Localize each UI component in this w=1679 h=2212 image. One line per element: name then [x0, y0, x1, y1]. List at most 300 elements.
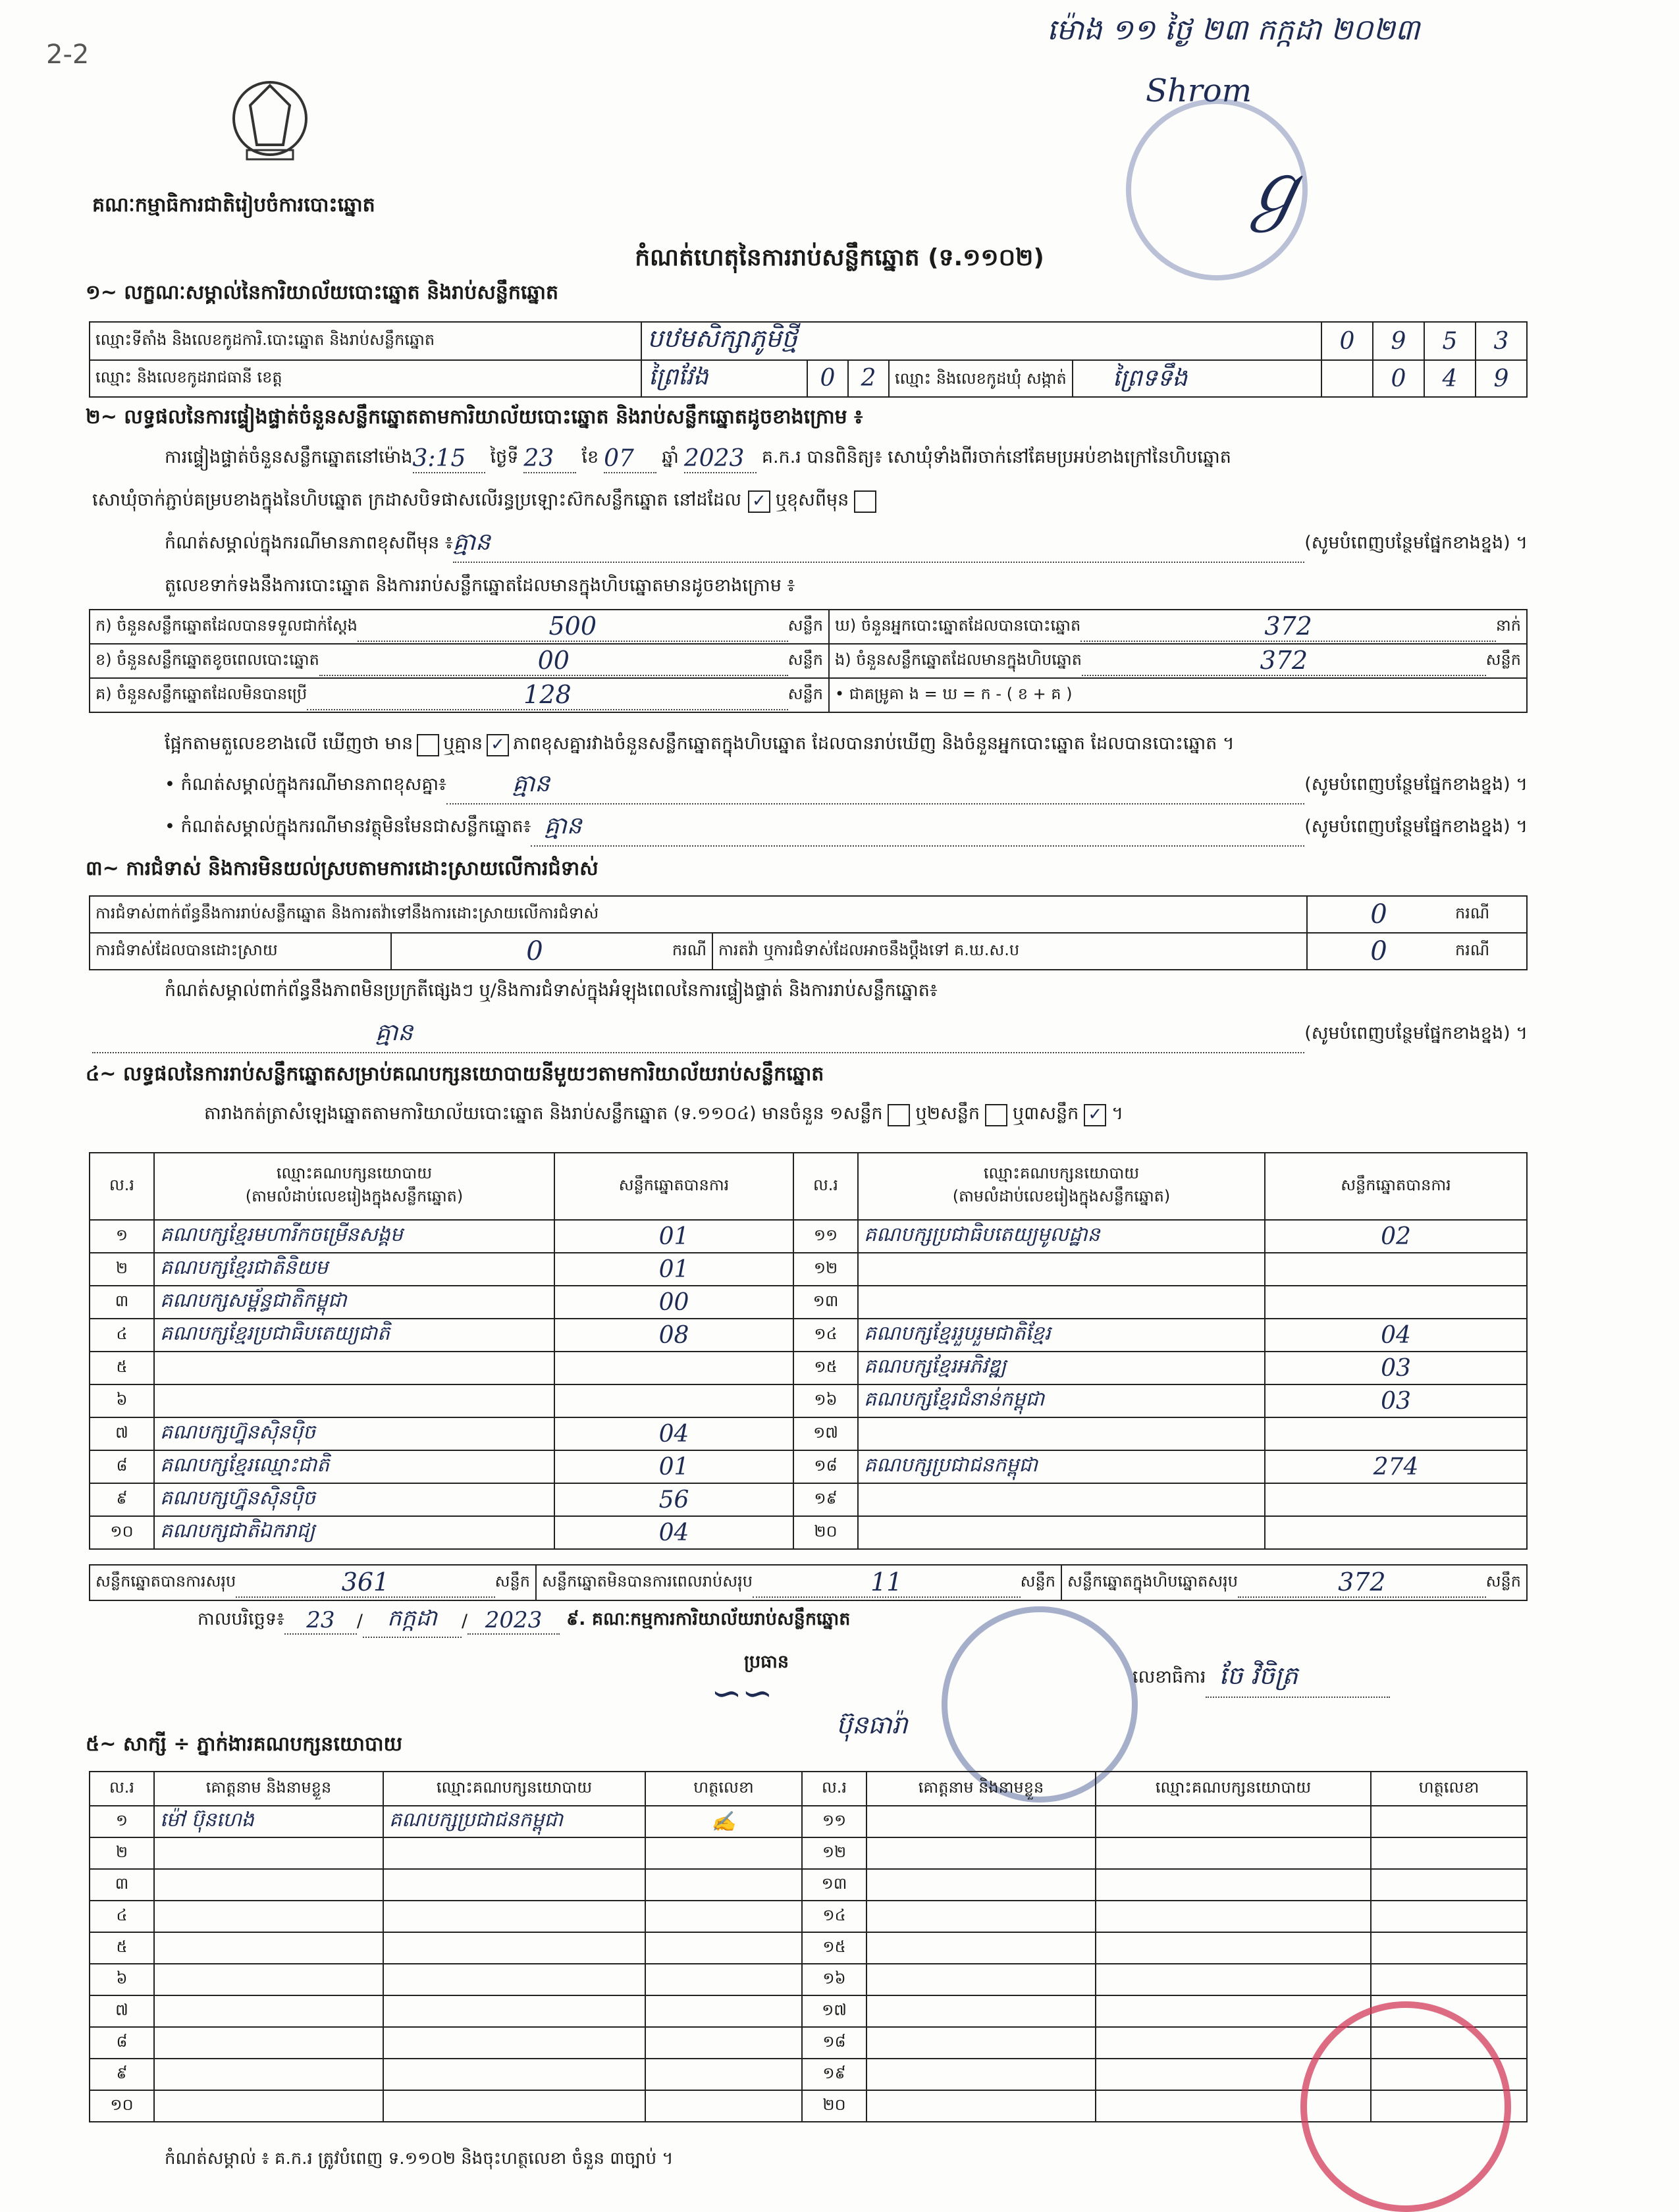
results-no: ១ [90, 1220, 154, 1253]
row-kha [90, 644, 829, 678]
total-invalid-value: 11 [753, 1567, 1021, 1598]
w-name [154, 1964, 383, 1995]
w-sign [1371, 1869, 1527, 1901]
w-no: ១២ [802, 1837, 866, 1869]
footer-note: កំណត់សម្គាល់ ៖ គ.ក.រ ត្រូវបំពេញ ទ.១១០២ និងចុះហត្ថលេខា ចំនួន ៣ច្បាប់ ។ [165, 2149, 674, 2169]
w-name [866, 1932, 1096, 1964]
w-name [866, 1964, 1096, 1995]
table-row [90, 1516, 1527, 1549]
total-valid-unit: សន្លឹក [494, 1571, 530, 1591]
w-no: ៧ [90, 1995, 154, 2027]
committee-label: ៩. គណៈកម្មការការិយាល័យរាប់សន្លឹកឆ្នោត [566, 1608, 851, 1629]
w-sign [645, 2090, 802, 2122]
row-gho-label: ឃ) ចំនួនអ្នកបោះឆ្នោតដែលបានបោះឆ្នោត [835, 616, 1081, 635]
note-value: គ្មាន [453, 527, 1304, 563]
s1-row2-code-0: 0 [807, 361, 847, 396]
results-party: គណបក្សហ្វ៊ុនស៊ិនប៉ិច [154, 1417, 554, 1450]
w-col-name-right: គោត្តនាម និងនាមខ្លួន [866, 1772, 1096, 1806]
president-signature: ∽∽ [711, 1672, 773, 1715]
w-col-sign-right: ហត្ថលេខា [1371, 1772, 1527, 1806]
table-row [90, 2027, 1527, 2059]
row-gho-value: 372 [1080, 612, 1496, 642]
w-sign [645, 1869, 802, 1901]
w-name [866, 1901, 1096, 1932]
w-name [154, 2027, 383, 2059]
total-box-unit: សន្លឹក [1485, 1571, 1521, 1591]
secretary-label: លេខាធិការ [1133, 1666, 1206, 1687]
w-party [1096, 1901, 1371, 1932]
w-party [1096, 1837, 1371, 1869]
corner-mark: 2-2 [46, 40, 90, 70]
results-party: គណបក្សខ្មែរមហារីកចម្រើនសង្គម [154, 1220, 554, 1253]
results-col-no-right: ល.រ [793, 1153, 858, 1220]
results-votes: 04 [554, 1516, 793, 1549]
results-col-party-left-sub: (តាមលំដាប់លេខរៀងក្នុងសន្លឹកឆ្នោត) [245, 1187, 464, 1205]
obj-row1-value: 0 [1307, 896, 1450, 933]
w-party [1096, 1964, 1371, 1995]
counts-table [89, 609, 1528, 713]
w-sign [1371, 1964, 1527, 1995]
w-party [383, 2059, 645, 2090]
results-no: ៥ [90, 1352, 154, 1384]
table-row [90, 1901, 1527, 1932]
s1-row2-value: ព្រៃវែង [649, 363, 708, 390]
w-name [154, 1869, 383, 1901]
row-ka-unit: សន្លឹក [787, 616, 823, 635]
results-col-party-left-title: ឈ្មោះគណបក្សនយោបាយ [276, 1164, 433, 1182]
s1-row1-label: ឈ្មោះទីតាំង និងលេខកូដការិ.បោះឆ្នោត និងរាប់សន្លឹកឆ្នោត [90, 322, 641, 360]
verify-month-label: ខែ [581, 446, 599, 467]
s1-row2b-code-1: 4 [1424, 360, 1476, 397]
results-no: ១៨ [793, 1450, 858, 1483]
results-no: ២ [90, 1253, 154, 1286]
total-box-value: 372 [1238, 1567, 1486, 1598]
w-name [154, 1837, 383, 1869]
results-col-party-right-sub: (តាមលំដាប់លេខរៀងក្នុងសន្លឹកឆ្នោត) [952, 1187, 1171, 1205]
w-sign [645, 1901, 802, 1932]
results-col-party-right-title: ឈ្មោះគណបក្សនយោបាយ [983, 1164, 1140, 1182]
table-row [90, 1253, 1527, 1286]
s1-row1-code-2: 5 [1424, 322, 1476, 360]
w-no: ៣ [90, 1869, 154, 1901]
table-row [90, 1352, 1527, 1384]
row-ngo-unit: សន្លឹក [1485, 650, 1521, 669]
row-ngo [829, 644, 1527, 678]
results-party: គណបក្សខ្មែរជំនាន់កម្ពុជា [858, 1384, 1265, 1417]
w-no: ១៦ [802, 1964, 866, 1995]
w-no: ១០ [90, 2090, 154, 2122]
results-no: ១៩ [793, 1483, 858, 1516]
w-name [154, 2090, 383, 2122]
results-party: គណបក្សខ្មែររួបរួមជាតិខ្មែរ [858, 1319, 1265, 1352]
results-no: ១៥ [793, 1352, 858, 1384]
w-sign [1371, 1932, 1527, 1964]
w-sign [645, 1932, 802, 1964]
s1-row2-code-1: 2 [847, 361, 888, 396]
verify-line-2 [92, 487, 876, 516]
w-name [154, 2059, 383, 2090]
results-votes [1265, 1417, 1527, 1450]
w-sign [645, 1964, 802, 1995]
obj-note-line-2 [92, 1020, 1528, 1049]
w-col-party-right: ឈ្មោះគណបក្សនយោបាយ [1096, 1772, 1371, 1806]
w-col-no-left: ល.រ [90, 1772, 154, 1806]
w-col-name-left: គោត្តនាម និងនាមខ្លួន [154, 1772, 383, 1806]
w-no: ១៩ [802, 2059, 866, 2090]
diff-note-value: គ្មាន [446, 768, 1304, 804]
verify-month: 07 [604, 445, 656, 473]
obj-row2b-unit: ករណី [1450, 933, 1527, 970]
table-row [90, 1450, 1527, 1483]
obj-row1-unit: ករណី [1450, 896, 1527, 933]
secretary-name: ចែ វិចិត្រ [1206, 1660, 1390, 1698]
w-col-sign-left: ហត្ថលេខា [645, 1772, 802, 1806]
results-votes: 274 [1265, 1450, 1527, 1483]
w-no: ៥ [90, 1932, 154, 1964]
diff-line [165, 731, 1235, 760]
w-name [154, 1901, 383, 1932]
s1-row1-code-1: 9 [1373, 322, 1424, 360]
row-ko [90, 678, 829, 712]
obj-row2b-value: 0 [1307, 933, 1450, 970]
w-sign [1371, 1806, 1527, 1837]
w-party [1096, 1932, 1371, 1964]
w-sign [1371, 1901, 1527, 1932]
total-valid-value: 361 [236, 1567, 494, 1598]
row-ka-value: 500 [358, 612, 788, 642]
w-sign [1371, 1837, 1527, 1869]
total-box-label: សន្លឹកឆ្នោតក្នុងហិបឆ្នោតសរុប [1067, 1571, 1238, 1591]
w-party: គណបក្សប្រជាជនកម្ពុជា [383, 1806, 645, 1837]
date-sep-2: / [461, 1610, 468, 1631]
fake-note-label: • កំណត់សម្គាល់ក្នុងករណីមានវត្ថុមិនមែនជាសន្លឹកឆ្នោត៖ [165, 816, 531, 837]
date-sep-1: / [356, 1610, 363, 1631]
w-party [383, 1901, 645, 1932]
w-name [154, 1932, 383, 1964]
total-invalid-unit: សន្លឹក [1020, 1571, 1055, 1591]
w-party [383, 2090, 645, 2122]
results-votes: 08 [554, 1319, 793, 1352]
table-row [90, 1995, 1527, 2027]
w-sign [645, 1995, 802, 2027]
results-votes [1265, 1253, 1527, 1286]
w-party [383, 2027, 645, 2059]
row-ko-label: គ) ចំនួនសន្លឹកឆ្នោតដែលមិនបានប្រើ [95, 684, 307, 703]
s1-empty [1321, 360, 1373, 397]
sheets-opt2: ឬ២សន្លឹក [915, 1103, 980, 1124]
table-row [90, 1806, 1527, 1837]
w-no: ១១ [802, 1806, 866, 1837]
diff-no-checkbox[interactable]: ✓ [487, 734, 509, 756]
sheets-text: តារាងកត់ត្រាសំឡេងឆ្នោតតាមការិយាល័យបោះឆ្នោត និងរាប់សន្លឹកឆ្នោត (ទ.១១០៤) មានចំនួន ១សន្លឹក [204, 1103, 883, 1124]
date-day: 23 [284, 1607, 357, 1635]
row-ka [90, 610, 829, 644]
results-party [154, 1384, 554, 1417]
w-no: ២០ [802, 2090, 866, 2122]
top-signature-name: Shrom [1146, 72, 1252, 109]
diff-text1: ផ្អែកតាមតួលេខខាងលើ ឃើញថា មាន [165, 733, 413, 754]
obj-row1-label: ការជំទាស់ពាក់ព័ន្ធនឹងការរាប់សន្លឹកឆ្នោត និងការតវ៉ាទៅនឹងការដោះស្រាយលើការជំទាស់ [90, 896, 1307, 933]
total-valid-cell [90, 1565, 536, 1600]
official-stamp-bottom [1300, 2001, 1511, 2212]
s1-row2b-code-2: 9 [1476, 360, 1527, 397]
results-party [154, 1352, 554, 1384]
w-party [1096, 1869, 1371, 1901]
results-party [858, 1417, 1265, 1450]
row-ngo-label: ង) ចំនួនសន្លឹកឆ្នោតដែលមានក្នុងហិបឆ្នោត [835, 650, 1082, 669]
top-note: ម៉ោង ១១ ថ្ងៃ ២៣ កក្កដា ២០២៣ [1047, 13, 1420, 47]
w-no: ១៧ [802, 1995, 866, 2027]
results-votes: 01 [554, 1253, 793, 1286]
total-valid-label: សន្លឹកឆ្នោតបានការសរុប [95, 1571, 236, 1591]
formula: • ជាគម្រូគា ង = ឃ = ក - ( ខ + គ ) [829, 678, 1527, 712]
w-no: ៨ [90, 2027, 154, 2059]
results-votes: 03 [1265, 1352, 1527, 1384]
row-kha-label: ខ) ចំនួនសន្លឹកឆ្នោតខូចពេលបោះឆ្នោត [95, 650, 319, 669]
results-no: ១៦ [793, 1384, 858, 1417]
results-party: គណបក្សសម្ព័ន្ធជាតិកម្ពុជា [154, 1286, 554, 1319]
same-checkbox[interactable]: ✓ [748, 490, 770, 513]
results-party: គណបក្សខ្មែរជាតិនិយម [154, 1253, 554, 1286]
results-votes: 04 [1265, 1319, 1527, 1352]
results-col-party-right [858, 1153, 1265, 1220]
section4-heading: ៤~ លទ្ធផលនៃការរាប់សន្លឹកឆ្នោតសម្រាប់គណបក្សនយោបាយនីមួយៗតាមការិយាល័យរាប់សន្លឹកឆ្នោត [86, 1063, 824, 1086]
obj-row2-unit: ករណី [672, 940, 706, 959]
w-party [383, 1869, 645, 1901]
obj-note-line [165, 978, 938, 1007]
total-invalid-label: សន្លឹកឆ្នោតមិនបានការពេលរាប់សរុប [542, 1571, 753, 1591]
results-no: ៨ [90, 1450, 154, 1483]
w-no: ១៨ [802, 2027, 866, 2059]
results-votes [554, 1384, 793, 1417]
table-row [90, 1964, 1527, 1995]
w-sign [645, 2027, 802, 2059]
section1-heading: ១~ លក្ខណៈសម្គាល់នៃការិយាល័យបោះឆ្នោត និងរាប់សន្លឹកឆ្នោត [86, 281, 559, 304]
diff-fill-hint: (សូមបំពេញបន្ថែមផ្នែកខាងខ្នង) ។ [1304, 774, 1528, 795]
w-name [866, 2090, 1096, 2122]
w-col-no-right: ល.រ [802, 1772, 866, 1806]
w-no: ៤ [90, 1901, 154, 1932]
totals-table [89, 1564, 1528, 1601]
diff-yes-checkbox[interactable] [417, 734, 439, 756]
w-name [866, 1995, 1096, 2027]
table-row [90, 1384, 1527, 1417]
w-no: ៦ [90, 1964, 154, 1995]
w-no: ១ [90, 1806, 154, 1837]
w-no: ១៣ [802, 1869, 866, 1901]
results-col-votes-left: សន្លឹកឆ្នោតបានការ [554, 1153, 793, 1220]
w-sign [645, 2059, 802, 2090]
results-no: ៩ [90, 1483, 154, 1516]
verify-text3: សោឃុំចាក់ភ្ជាប់គម្របខាងក្នុងនៃហិបឆ្នោត ក្រដាសបិទផាសលើរន្ធប្រឡោះស៊កសន្លឹកឆ្នោត នៅដដែល [92, 489, 741, 510]
committee-name: គណៈកម្មាធិការជាតិរៀបចំការបោះឆ្នោត [92, 194, 375, 217]
results-col-no-left: ល.រ [90, 1153, 154, 1220]
results-no: ៣ [90, 1286, 154, 1319]
w-no: ១៤ [802, 1901, 866, 1932]
row-kha-unit: សន្លឹក [787, 650, 823, 669]
results-votes [1265, 1483, 1527, 1516]
row-gho-unit: នាក់ [1495, 616, 1521, 635]
objection-table [89, 895, 1528, 970]
s1-row1-value: បឋមសិក្សាភូមិថ្មី [641, 322, 1321, 360]
table-row [90, 1483, 1527, 1516]
s1-row2-label: ឈ្មោះ និងលេខកូដរាជធានី ខេត្ត [90, 360, 641, 397]
results-table [89, 1152, 1528, 1550]
date-label: កាលបរិច្ឆេទ៖ [198, 1608, 284, 1629]
results-votes: 03 [1265, 1384, 1527, 1417]
w-sign: ✍ [645, 1806, 802, 1837]
results-col-votes-right: សន្លឹកឆ្នោតបានការ [1265, 1153, 1527, 1220]
table-row [90, 1837, 1527, 1869]
results-no: ៧ [90, 1417, 154, 1450]
verify-time: 3:15 [413, 445, 485, 473]
sheets-2-checkbox[interactable] [985, 1104, 1007, 1126]
row-ko-value: 128 [307, 680, 787, 710]
secretary-line [1133, 1661, 1390, 1693]
results-party [858, 1483, 1265, 1516]
fake-note-line [165, 814, 1528, 843]
obj-note-label: កំណត់សម្គាល់ពាក់ព័ន្ធនឹងភាពមិនប្រក្រតីផ្សេងៗ ឬ/និងការជំទាស់ក្នុងអំឡុងពេលនៃការផ្ទៀងផ្ទាត់ និងការរាប់សន្លឹកឆ្នោត៖ [165, 980, 938, 1001]
obj-row2-value: 0 [526, 936, 543, 966]
results-no: ១៧ [793, 1417, 858, 1450]
results-party [858, 1286, 1265, 1319]
row-ngo-value: 372 [1082, 646, 1486, 676]
s1-row2b-value: ព្រៃទទឹង [1072, 361, 1321, 396]
row-ka-label: ក) ចំនួនសន្លឹកឆ្នោតដែលបានទទួលជាក់ស្តែង [95, 616, 358, 635]
diff-text2: ឬគ្មាន [443, 733, 483, 754]
w-party [1096, 1806, 1371, 1837]
results-votes [1265, 1516, 1527, 1549]
table-row [90, 1319, 1527, 1352]
verify-day: 23 [523, 445, 576, 473]
national-emblem-icon [221, 72, 319, 171]
row-ko-unit: សន្លឹក [787, 684, 823, 703]
results-no: ២០ [793, 1516, 858, 1549]
verify-year-label: ឆ្នាំ [662, 446, 679, 467]
obj-row2-label: ការជំទាស់ដែលបានដោះស្រាយ [90, 933, 391, 970]
president-name: ប៊ុនធារ៉ា [836, 1710, 908, 1739]
s1-row2-group [641, 360, 1321, 397]
date-line [198, 1606, 850, 1635]
results-votes: 04 [554, 1417, 793, 1450]
results-party [858, 1516, 1265, 1549]
verify-year: 2023 [684, 445, 757, 473]
w-no: ៩ [90, 2059, 154, 2090]
results-party: គណបក្សហ្វ៊ុនស៊ិនប៉ិច [154, 1483, 554, 1516]
results-party: គណបក្សប្រជាធិបតេយ្យមូលដ្ឋាន [858, 1220, 1265, 1253]
diff-note-line [165, 772, 1528, 801]
results-no: ១២ [793, 1253, 858, 1286]
results-votes: 00 [554, 1286, 793, 1319]
obj-fill-hint: (សូមបំពេញបន្ថែមផ្នែកខាងខ្នង) ។ [1304, 1022, 1528, 1043]
row-gho [829, 610, 1527, 644]
s1-row2b-label: ឈ្មោះ និងលេខកូដឃុំ សង្កាត់ [888, 361, 1072, 396]
results-votes [554, 1352, 793, 1384]
s1-row1-code-0: 0 [1321, 322, 1373, 360]
fake-fill-hint: (សូមបំពេញបន្ថែមផ្នែកខាងខ្នង) ។ [1304, 816, 1528, 837]
table-row [90, 1869, 1527, 1901]
w-party [383, 1964, 645, 1995]
verify-day-label: ថ្ងៃទី [490, 446, 519, 467]
same-label: ឬខុសពីមុន [775, 489, 849, 510]
w-party [383, 1995, 645, 2027]
president-label: ប្រធាន [744, 1652, 789, 1672]
results-party: គណបក្សប្រជាជនកម្ពុជា [858, 1450, 1265, 1483]
w-col-party-left: ឈ្មោះគណបក្សនយោបាយ [383, 1772, 645, 1806]
page-title: កំណត់ហេតុនៃការរាប់សន្លឹកឆ្នោត (ទ.១១០២) [635, 244, 1044, 271]
total-invalid-cell [536, 1565, 1061, 1600]
results-party: គណបក្សជាតិឯករាជ្យ [154, 1516, 554, 1549]
table-row [90, 1417, 1527, 1450]
results-party: គណបក្សខ្មែរឈ្មោះជាតិ [154, 1450, 554, 1483]
diff-text3: ភាពខុសគ្នារវាងចំនួនសន្លឹកឆ្នោតក្នុងហិបឆ្នោត ដែលបានរាប់ឃើញ និងចំនួនអ្នកបោះឆ្នោត ដែលបានបោះឆ្នោត ។ [513, 733, 1235, 754]
fill-hint: (សូមបំពេញបន្ថែមផ្នែកខាងខ្នង) ។ [1304, 532, 1528, 553]
section5-heading: ៥~ សាក្សី ÷ ភ្នាក់ងារគណបក្សនយោបាយ [86, 1733, 403, 1756]
w-name [866, 2027, 1096, 2059]
w-name [866, 1806, 1096, 1837]
date-month: កក្កដា [363, 1604, 462, 1638]
w-no: ២ [90, 1837, 154, 1869]
verify-line [165, 444, 1231, 473]
sheets-opt3: ឬ៣សន្លឹក [1013, 1103, 1079, 1124]
w-name [866, 1837, 1096, 1869]
results-col-party-left [154, 1153, 554, 1220]
counts-intro: តួលេខទាក់ទងនឹងការបោះឆ្នោត និងការរាប់សន្លឹកឆ្នោតដែលមានក្នុងហិបឆ្នោតមានដូចខាងក្រោម ៖ [165, 575, 795, 596]
results-votes: 01 [554, 1450, 793, 1483]
w-party [383, 1932, 645, 1964]
sheets-line [204, 1101, 1123, 1130]
table-row [90, 1286, 1527, 1319]
section1-table [89, 321, 1528, 398]
results-votes: 02 [1265, 1220, 1527, 1253]
results-no: ១០ [90, 1516, 154, 1549]
top-signature: ℊ [1238, 147, 1310, 232]
results-party: គណបក្សខ្មែរអភិវឌ្ឍ [858, 1352, 1265, 1384]
obj-row2-cell [391, 933, 712, 970]
table-row [90, 1220, 1527, 1253]
w-name [866, 2059, 1096, 2090]
results-no: ៦ [90, 1384, 154, 1417]
w-name [866, 1869, 1096, 1901]
sheets-1-checkbox[interactable] [888, 1104, 910, 1126]
different-checkbox[interactable] [854, 490, 876, 513]
results-party: គណបក្សខ្មែរប្រជាធិបតេយ្យជាតិ [154, 1319, 554, 1352]
fake-note-value: គ្មាន [531, 810, 1304, 847]
section2-heading: ២~ លទ្ធផលនៃការផ្ទៀងផ្ទាត់ចំនួនសន្លឹកឆ្នោតតាមការិយាល័យបោះឆ្នោត និងរាប់សន្លឹកឆ្នោតដូចខាងក្រោម ៖ [86, 406, 863, 429]
table-row [90, 1932, 1527, 1964]
w-sign [645, 1837, 802, 1869]
results-no: ៤ [90, 1319, 154, 1352]
section3-heading: ៣~ ការជំទាស់ និងការមិនយល់ស្របតាមការដោះស្រាយលើការជំទាស់ [86, 857, 599, 880]
verify-text1: ការផ្ទៀងផ្ទាត់ចំនួនសន្លឹកឆ្នោតនៅម៉ោង [165, 446, 413, 467]
results-votes [1265, 1286, 1527, 1319]
results-no: ១៣ [793, 1286, 858, 1319]
s1-row2b-code-0: 0 [1373, 360, 1424, 397]
results-party [858, 1253, 1265, 1286]
sheets-3-checkbox[interactable]: ✓ [1084, 1104, 1106, 1126]
sheets-end: ។ [1111, 1103, 1124, 1124]
obj-row2b-label: ការតវ៉ា ឬការជំទាស់ដែលអាចនឹងប្តឹងទៅ គ.ឃ.ស.ប [712, 933, 1307, 970]
note-label: កំណត់សម្គាល់ក្នុងករណីមានភាពខុសពីមុន ៖ [165, 532, 453, 553]
row-kha-value: 00 [319, 646, 788, 676]
diff-note-label: • កំណត់សម្គាល់ក្នុងករណីមានភាពខុសគ្នា៖ [165, 774, 446, 795]
w-name [154, 1995, 383, 2027]
w-no: ១៥ [802, 1932, 866, 1964]
results-no: ១៤ [793, 1319, 858, 1352]
date-year: 2023 [467, 1607, 560, 1635]
results-no: ១១ [793, 1220, 858, 1253]
results-votes: 01 [554, 1220, 793, 1253]
